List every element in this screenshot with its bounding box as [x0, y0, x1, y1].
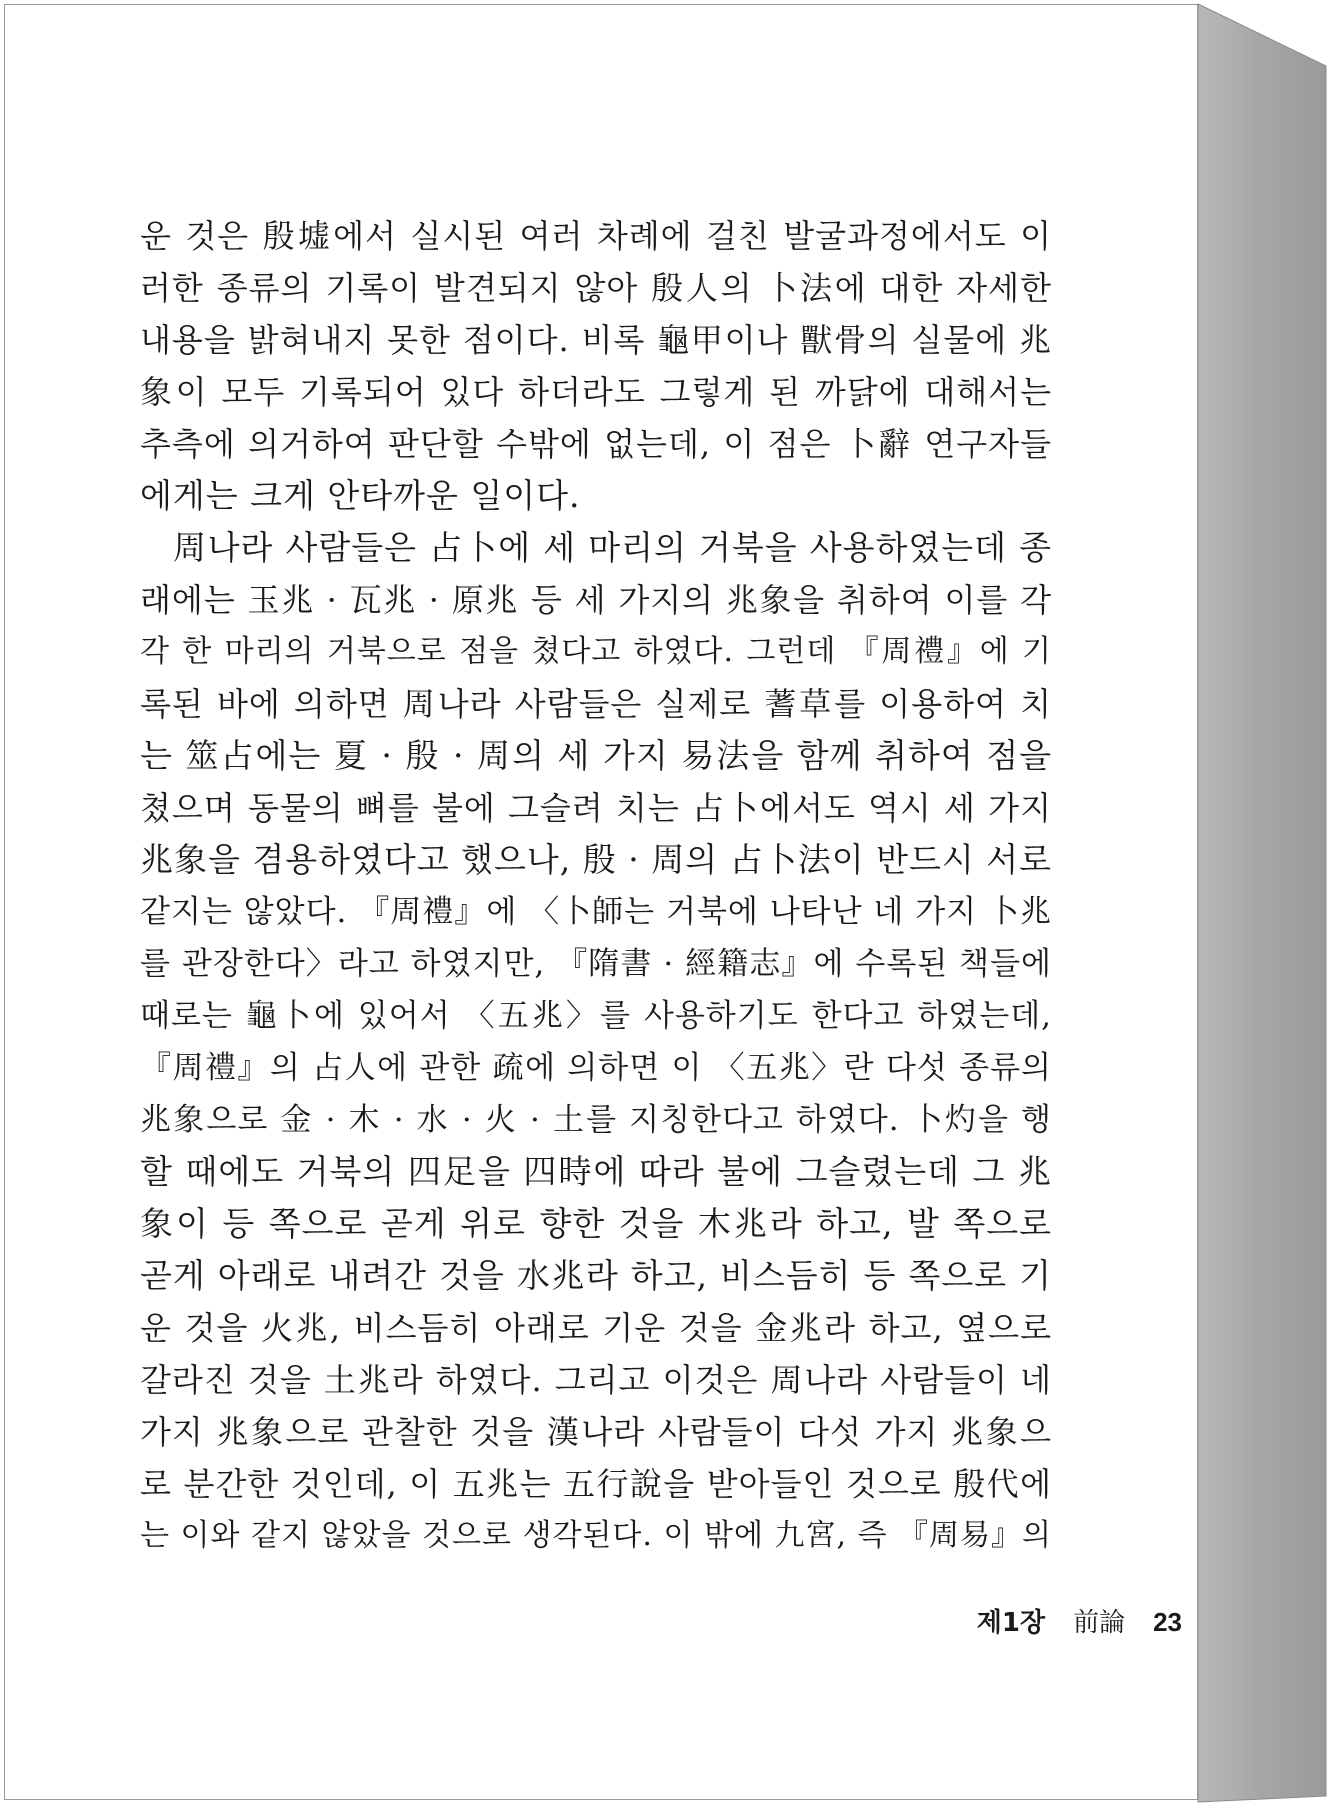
- text-line: 같지는 않았다. 『周禮』에 〈卜師는 거북에 나타난 네 가지 卜兆: [140, 894, 1052, 930]
- text-line: 로 분간한 것인데, 이 五兆는 五行說을 받아들인 것으로 殷代에: [140, 1465, 1052, 1503]
- text-line: 록된 바에 의하면 周나라 사람들은 실제로 蓍草를 이용하여 치: [140, 685, 1052, 723]
- text-line: 象이 모두 기록되어 있다 하더라도 그렇게 된 까닭에 대해서는: [140, 373, 1052, 411]
- text-line: 때로는 龜卜에 있어서 〈五兆〉를 사용하기도 한다고 하였는데,: [140, 998, 1052, 1034]
- text-line: 할 때에도 거북의 四足을 四時에 따라 불에 그슬렸는데 그 兆: [140, 1152, 1052, 1191]
- text-line: 운 것을 火兆, 비스듬히 아래로 기운 것을 金兆라 하고, 옆으로: [140, 1309, 1052, 1347]
- paragraph-start-line: 周나라 사람들은 占卜에 세 마리의 거북을 사용하였는데 종: [173, 528, 1052, 567]
- text-line: 각 한 마리의 거북으로 점을 쳤다고 하였다. 그런데 『周禮』에 기: [140, 634, 1052, 669]
- text-line: 곧게 아래로 내려간 것을 水兆라 하고, 비스듬히 등 쪽으로 기: [140, 1256, 1052, 1295]
- text-line: 를 관장한다〉라고 하였지만, 『隋書 · 經籍志』에 수록된 책들에: [140, 946, 1052, 982]
- text-line: 兆象으로 金 · 木 · 水 · 火 · 土를 지칭한다고 하였다. 卜灼을 행: [140, 1102, 1052, 1138]
- text-line: 는 이와 같지 않았을 것으로 생각된다. 이 밖에 九宮, 즉 『周易』의: [140, 1518, 1053, 1553]
- text-line: 象이 등 쪽으로 곧게 위로 향한 것을 木兆라 하고, 발 쪽으로: [140, 1204, 1052, 1243]
- text-line: 에게는 크게 안타까운 일이다.: [140, 476, 581, 515]
- page-number: 23: [1153, 1607, 1182, 1637]
- text-line: 가지 兆象으로 관찰한 것을 漢나라 사람들이 다섯 가지 兆象으: [140, 1413, 1052, 1451]
- text-line: 운 것은 殷墟에서 실시된 여러 차례에 걸친 발굴과정에서도 이: [140, 217, 1052, 255]
- text-line: 『周禮』의 占人에 관한 疏에 의하면 이 〈五兆〉란 다섯 종류의: [140, 1050, 1052, 1086]
- running-footer: [977, 1602, 1182, 1639]
- text-line: 는 筮占에는 夏 · 殷 · 周의 세 가지 易法을 함께 취하여 점을: [140, 736, 1052, 775]
- text-line: 兆象을 겸용하였다고 했으나, 殷 · 周의 占卜法이 반드시 서로: [140, 840, 1052, 879]
- body-text: [140, 210, 1052, 1562]
- chapter-label: 제1장: [976, 1608, 1046, 1638]
- text-line: 쳤으며 동물의 뼈를 불에 그슬려 치는 占卜에서도 역시 세 가지: [140, 789, 1052, 827]
- text-line: 추측에 의거하여 판단할 수밖에 없는데, 이 점은 卜辭 연구자들: [140, 425, 1052, 463]
- text-line: 래에는 玉兆 · 瓦兆 · 原兆 등 세 가지의 兆象을 취하여 이를 각: [140, 581, 1052, 619]
- text-line: 내용을 밝혀내지 못한 점이다. 비록 龜甲이나 獸骨의 실물에 兆: [140, 321, 1052, 359]
- section-title: 前論: [1073, 1608, 1126, 1638]
- text-line: 갈라진 것을 土兆라 하였다. 그리고 이것은 周나라 사람들이 네: [140, 1361, 1052, 1399]
- text-line: 러한 종류의 기록이 발견되지 않아 殷人의 卜法에 대한 자세한: [140, 269, 1052, 307]
